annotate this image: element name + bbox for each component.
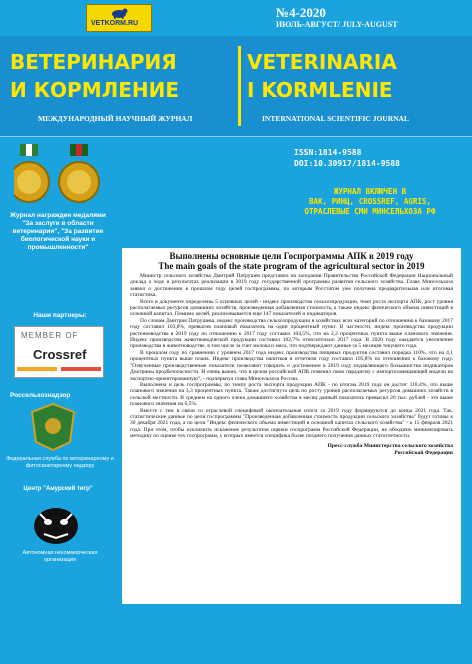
article-body: [130, 273, 453, 440]
title-divider: [238, 46, 241, 126]
doi[interactable]: DOI:10.30917/1814-9588: [294, 159, 400, 168]
cow-icon: [109, 7, 129, 19]
article-paragraph: По словам Дмитрия Патрушева, индекс производства сельхозпродукции в хозяйствах всех категорий по отношению к базовому 2017 году составил 103,8%, превысив плановый показатель на один процентный пункт. В частности, индекс производства продукции растениеводства в 2019 году по отношению к 2017 году составил 104,5%, что на 2,2 процентных пункта выше планового значения. Индекс производства животноводческой продукции составил 102,7% относительно 2017 года. В 2020 году ожидается увеличение производства в животноводстве, в том числе за счет молока и мяса, что подтверждают данные за 5 месяцев текущего года.: [130, 317, 453, 350]
crossref-member-label: MEMBER OF: [21, 331, 79, 340]
ano-caption: Автономная некоммерческая организация: [22, 550, 98, 563]
indexing-text: [272, 187, 468, 217]
crossref-logo[interactable]: [14, 326, 104, 378]
tiger-logo-icon[interactable]: [26, 504, 86, 546]
indexing-line2: ВАК, РИНЦ, CROSSREF, AGRIS,: [309, 197, 431, 206]
medals-icon: [14, 142, 110, 208]
article-signature: [130, 443, 453, 457]
article-title-en: The main goals of the state program of the agricultural sector in 2019: [158, 261, 425, 271]
partners-label: Наши партнеры:: [33, 312, 87, 319]
signature-line1: Пресс-служба Министерства сельского хозяйства: [327, 442, 453, 449]
article-paragraph: Министр сельского хозяйства Дмитрий Патрушев представил на заседании Правительства Российской Федерации Национальный доклад о ходе и результатах реализации в 2019 году государственной программы развития сельского хозяйства. Глава Минсельхоза заявил о достижении в прошлом году целей госпрограммы, по которым Росстатом уже получена предварительная или итоговая статистика.: [130, 273, 453, 299]
title-ru-line1: ВЕТЕРИНАРИЯ: [10, 50, 177, 74]
crossref-swoosh-icon: [17, 365, 101, 373]
title-en-line1: VETERINARIA: [247, 50, 397, 74]
signature-line2: Российской Федерации: [394, 449, 453, 456]
title-ru-line2: И КОРМЛЕНИЕ: [10, 78, 180, 102]
rsn-emblem-icon[interactable]: [26, 402, 80, 452]
issue-months: ИЮЛЬ-АВГУСТ/ JULY-AUGUST: [276, 20, 398, 29]
issue-number: №4-2020: [276, 5, 326, 20]
header-rule: [0, 136, 472, 137]
article-paragraph: Вместе с тем в связи со отраслевой спецификой окончательные итоги за 2019 году формируются до конца 2021 года. Так, статистические данные по цели госпрограммы "Произведенная добавленная стоимость продукции сельского хозяйства" будут готовы к 30 декабря 2021 года, а по цели "Индекс физического объема инвестиций в основной капитал сельского хозяйства" - к 15 февраля 2021 года. При этом, чтобы исключить искажение результатов оценки госпрограмм Российской Федерации, не обходимо минимизировать методику по оценке тех госпрограмм, у которых имеется специфика более позднего получения данных статотчетности.: [130, 407, 453, 440]
header: [0, 0, 472, 34]
title-en-line2: I KORMLENIE: [247, 78, 393, 102]
article-paragraph: Выполнена и цель госпрограммы, по темпу роста экспорта продукции АПК - по итогам 2019 года он достиг 118,4%, что выше планового значения на 3,3 процентных пункта. Также достигнута цель по росту уровня располагаемых ресурсов домашних хозяйств в сельской местности. В среднем на одного члена домашнего хозяйства в месяц данный показатель превысил 20 тыс. рублей - это выше планового значения на 6,5%.: [130, 381, 453, 408]
rsn-label: Россельхознадзор: [10, 392, 71, 399]
subtitle-ru: МЕЖДУНАРОДНЫЙ НАУЧНЫЙ ЖУРНАЛ: [38, 114, 193, 123]
journal-logo[interactable]: [86, 4, 152, 32]
medal-caption: Журнал награжден медалями "За заслуги в области ветеринарии", "За развитие биологической науки и промышленности": [10, 212, 106, 251]
article-paragraph: Всего в документе определены 5 основных целей - индекс производства сельхозпродукции, темп роста экспорта АПК, рост уровня располагаемых ресурсов домашних хозяйств, произведенная добавленная стоимость, а также индекс физического объема инвестиций в основной капитал. Помимо целей, реализовывается еще 147 показателей и индикаторов.: [130, 298, 453, 318]
fed-service-caption: Федеральная служба по ветеринарному и фитосанитарному надзору: [6, 456, 114, 469]
article-paragraph: В прошлом году по сравнению с уровнем 2017 года индекс производства пищевых продуктов составил порядка 110%, что на 4,1 процентных пункта выше плана. Индекс производства напитков в отчетном году составил 105,8% по отношению к базовому году. "Озвученные производственные показатели позволяют говорить о достижении в 2019 году подавляющего большинства индикаторов Доктрины продбезопасности. И очень важно, что в целом российский АПК поменял свою парадигму с импортозамещающей модели на экспортно-ориентированную", - подчеркнул глава Минсельхоза России.: [130, 349, 453, 382]
tiger-center-caption: Центр "Амурский тигр": [23, 486, 93, 492]
article-title-ru: Выполнены основные цели Госпрограммы АПК в 2019 году: [169, 251, 414, 261]
indexing-line1: ЖУРНАЛ ВКЛЮЧЕН В: [333, 187, 407, 196]
indexing-line3: ОТРАСЛЕВЫЕ СМИ МИНСЕЛЬХОЗА РФ: [304, 207, 436, 216]
subtitle-en: INTERNATIONAL SCIENTIFIC JOURNAL: [262, 114, 409, 123]
crossref-name: Crossref: [33, 347, 87, 362]
issn: ISSN:1814-9588: [294, 148, 362, 157]
article-panel: [122, 248, 461, 604]
logo-text: VETKORM.RU: [91, 20, 139, 27]
